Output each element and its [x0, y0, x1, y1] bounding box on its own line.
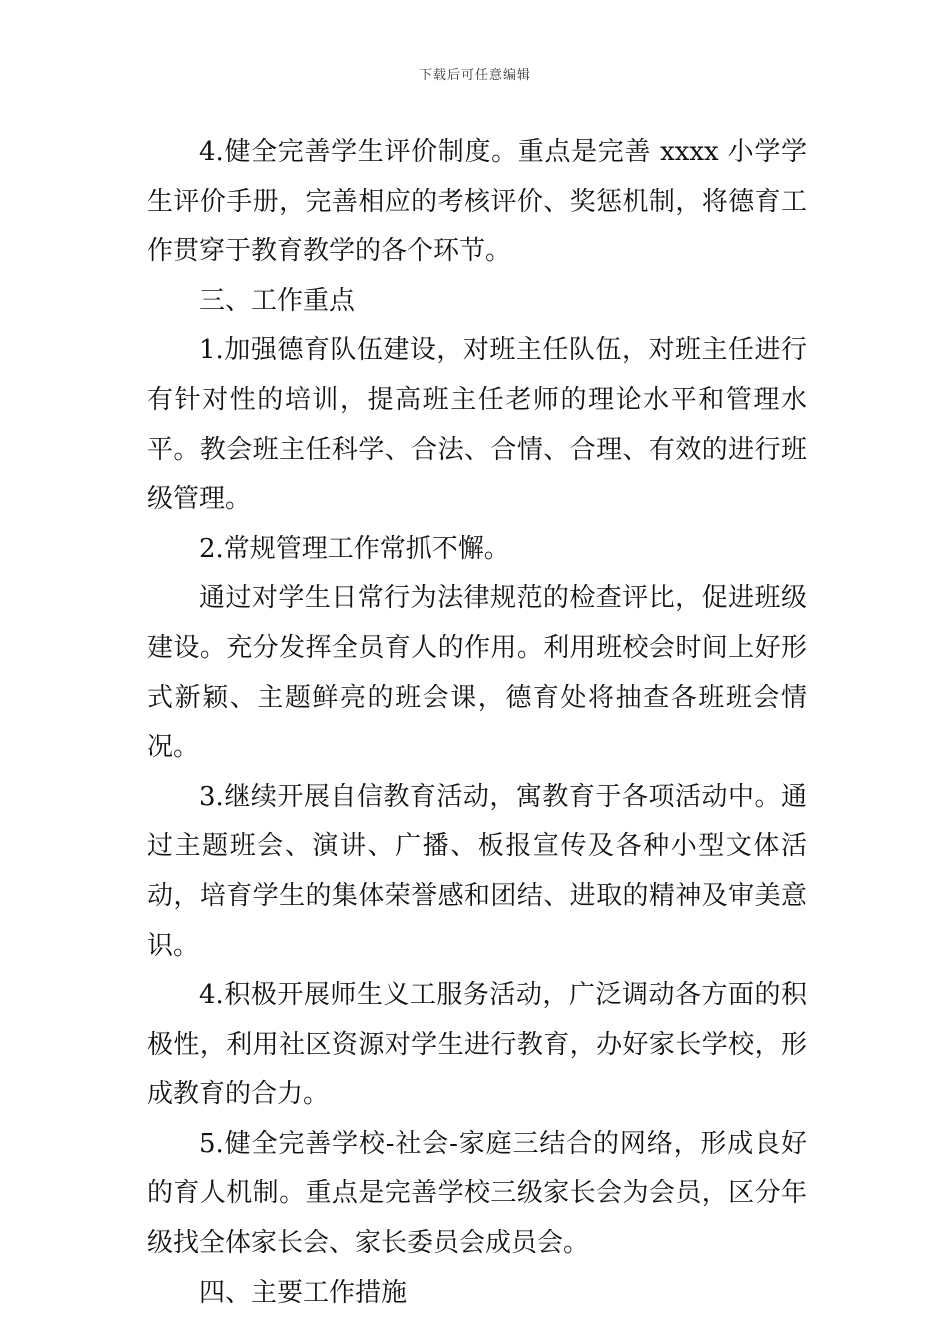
paragraph-behavior-inspection: 通过对学生日常行为法律规范的检查评比，促进班级建设。充分发挥全员育人的作用。利用班校会时间上好形式新颖、主题鲜亮的班会课，德育处将抽查各班班会情况。: [147, 583, 807, 763]
paragraph-volunteer-service: 4.积极开展师生义工服务活动，广泛调动各方面的积极性，利用社区资源对学生进行教育，办好家长学校，形成教育的合力。: [147, 980, 807, 1110]
paragraph-team-building: 1.加强德育队伍建设，对班主任队伍，对班主任进行有针对性的培训，提高班主任老师的理论水平和管理水平。教会班主任科学、合法、合情、合理、有效的进行班级管理。: [147, 335, 807, 515]
paragraph-school-society-family: 5.健全完善学校-社会-家庭三结合的网络，形成良好的育人机制。重点是完善学校三级家长会为会员，区分年级找全体家长会、家长委员会成员会。: [147, 1128, 807, 1259]
paragraph-confidence-education: 3.继续开展自信教育活动，寓教育于各项活动中。通过主题班会、演讲、广播、板报宣传及各种小型文体活动，培育学生的集体荣誉感和团结、进取的精神及审美意识。: [147, 781, 807, 961]
document-body: [147, 128, 807, 1318]
section-heading-main-measures: 四、主要工作措施: [199, 1277, 408, 1308]
page-header: 下载后可任意编辑: [418, 68, 531, 83]
paragraph-evaluation-system: 4.健全完善学生评价制度。重点是完善 xxxx 小学学生评价手册，完善相应的考核评价、奖惩机制，将德育工作贯穿于教育教学的各个环节。: [147, 137, 807, 267]
section-heading-work-focus: 三、工作重点: [199, 285, 356, 316]
paragraph-routine-management: 2.常规管理工作常抓不懈。: [199, 533, 510, 564]
